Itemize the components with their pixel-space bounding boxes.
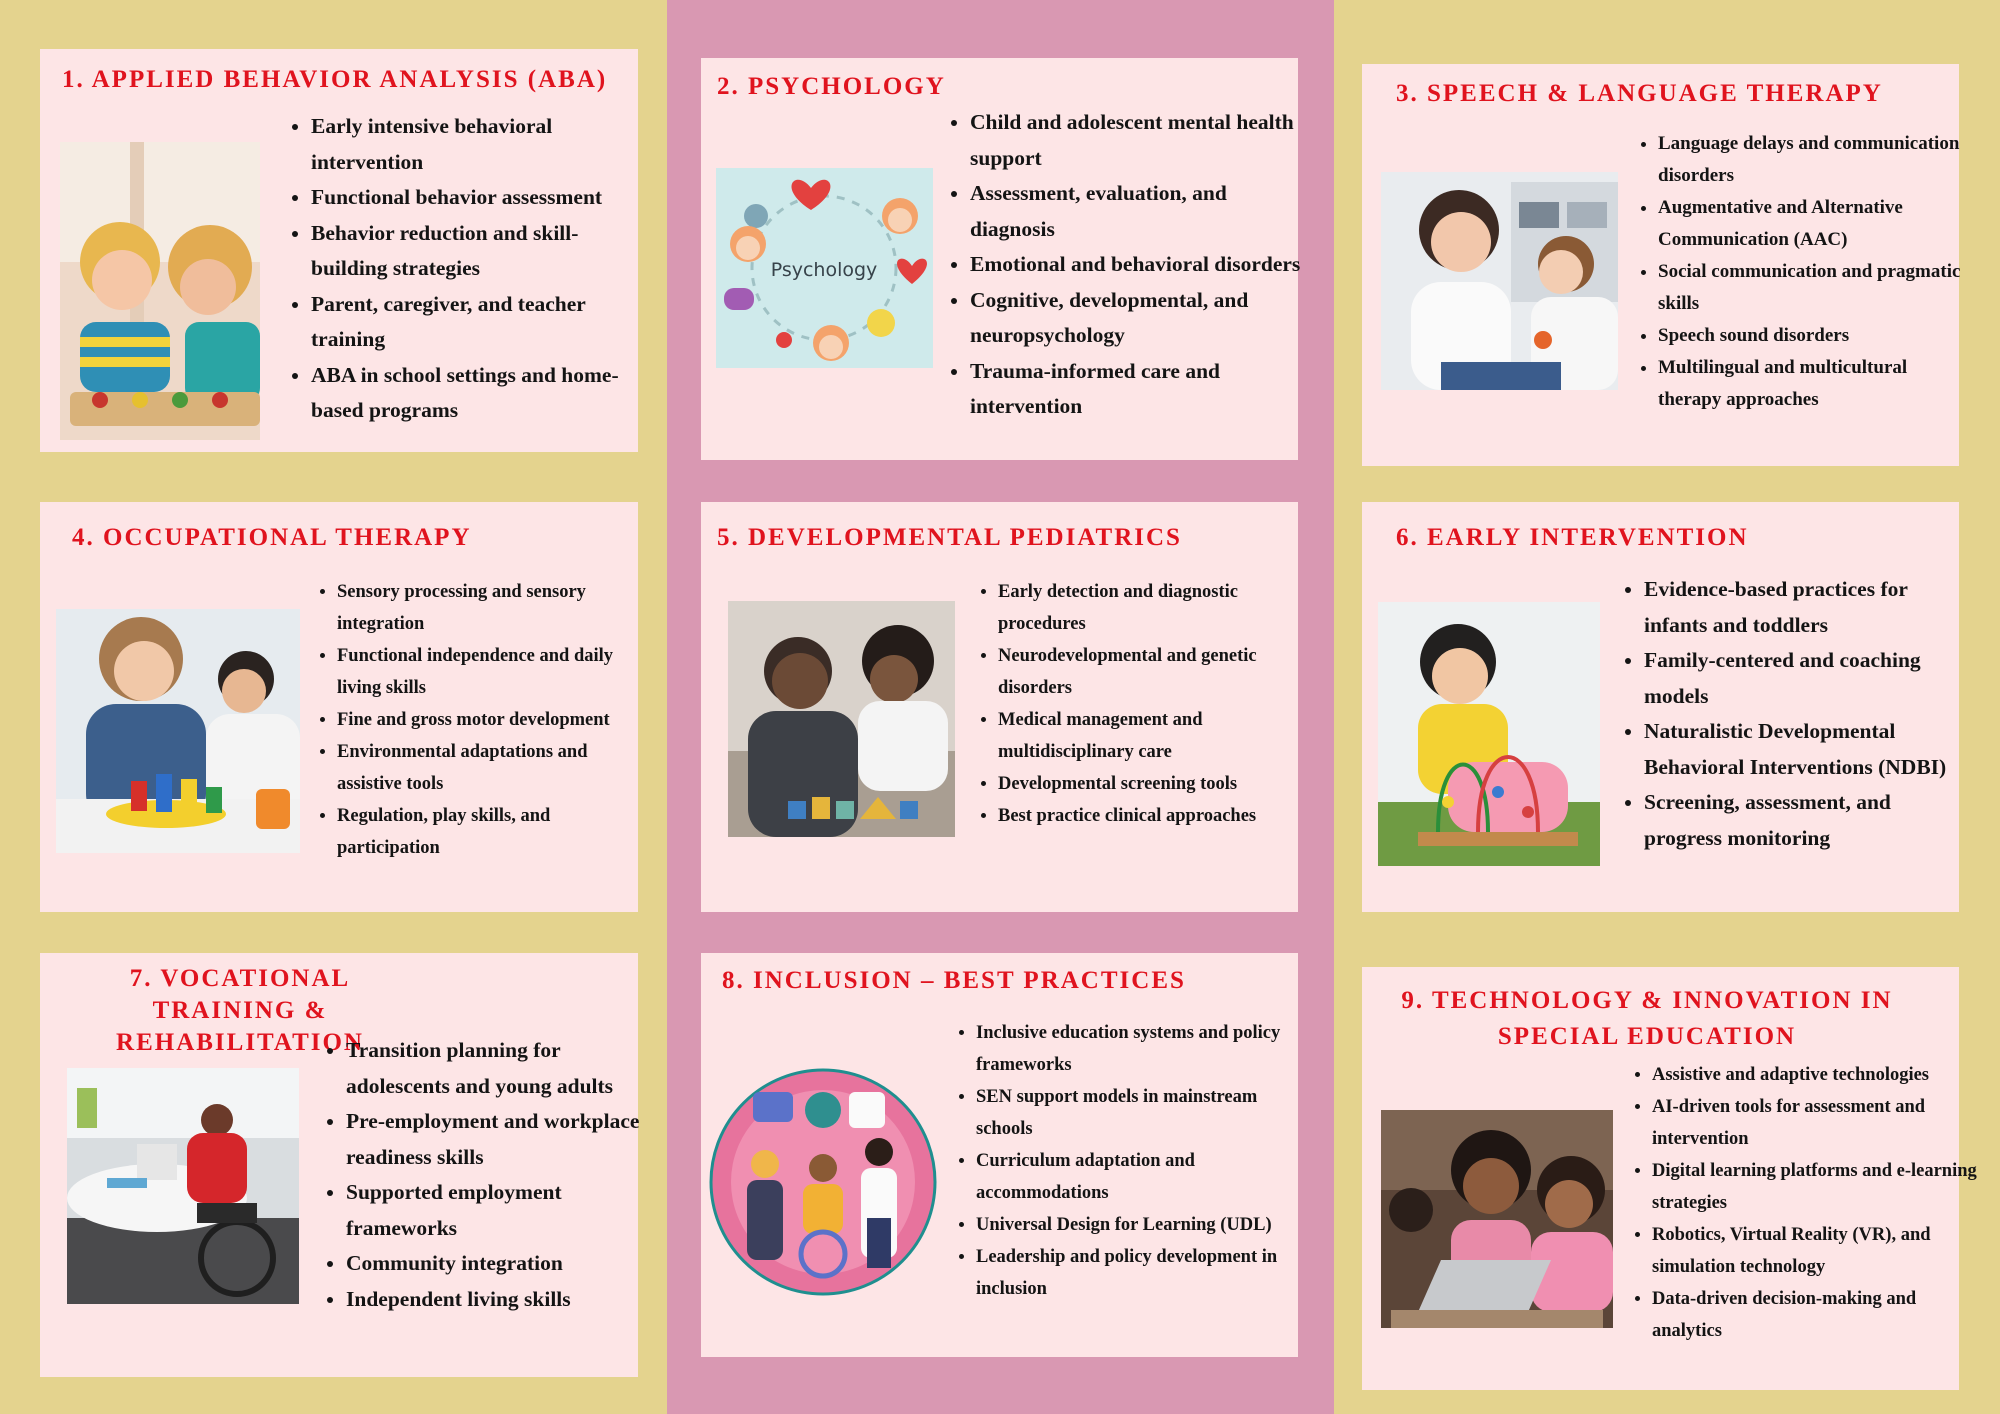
card-title: 2. PSYCHOLOGY — [717, 73, 946, 100]
list-item: • Family-centered and coaching models — [1644, 643, 1974, 714]
list-item: • Independent living skills — [346, 1282, 656, 1318]
topic-list — [309, 576, 653, 864]
topic-list — [942, 105, 1310, 425]
card-title: 4. OCCUPATIONAL THERAPY — [72, 524, 472, 551]
card-image — [60, 142, 260, 440]
card-image — [1381, 172, 1618, 390]
card-image — [709, 1068, 937, 1296]
list-item: • Functional behavior assessment — [311, 180, 651, 216]
list-item: • Assessment, evaluation, and diagnosis — [970, 176, 1310, 247]
list-item: • Supported employment frameworks — [346, 1175, 656, 1246]
list-item: • Transition planning for adolescents and young adults — [346, 1033, 656, 1104]
list-item: • Trauma-informed care and intervention — [970, 354, 1310, 425]
list-item: • Screening, assessment, and progress monitoring — [1644, 785, 1974, 856]
list-item: • Environmental adaptations and assistive tools — [337, 736, 653, 800]
list-item: • Multilingual and multicultural therapy approaches — [1658, 352, 1974, 416]
topic-list — [970, 576, 1316, 832]
list-item: • Language delays and communication disorders — [1658, 128, 1974, 192]
card-image — [56, 609, 300, 853]
card-early-intervention — [1362, 502, 1959, 912]
card-image — [716, 168, 933, 368]
list-item: • SEN support models in mainstream schools — [976, 1081, 1312, 1145]
list-item: • Sensory processing and sensory integration — [337, 576, 653, 640]
list-item: • Cognitive, developmental, and neuropsychology — [970, 283, 1310, 354]
list-item: • Universal Design for Learning (UDL) — [976, 1209, 1312, 1241]
topic-list — [1616, 572, 1974, 856]
list-item: • Regulation, play skills, and participation — [337, 800, 653, 864]
card-speech-language — [1362, 64, 1959, 466]
card-developmental-pediatrics — [701, 502, 1298, 912]
card-image — [67, 1068, 299, 1304]
card-title: 6. EARLY INTERVENTION — [1396, 524, 1749, 551]
card-vocational-training — [40, 953, 638, 1377]
list-item: • Functional independence and daily living skills — [337, 640, 653, 704]
list-item: • Community integration — [346, 1246, 656, 1282]
list-item: • Evidence-based practices for infants and toddlers — [1644, 572, 1974, 643]
card-image — [728, 601, 955, 837]
list-item: • Child and adolescent mental health support — [970, 105, 1310, 176]
list-item: • Developmental screening tools — [998, 768, 1316, 800]
topic-list — [283, 109, 651, 429]
list-item: • Data-driven decision-making and analytics — [1652, 1283, 1982, 1347]
list-item: • Early intensive behavioral intervention — [311, 109, 651, 180]
topic-list — [318, 1033, 656, 1317]
list-item: • Emotional and behavioral disorders — [970, 247, 1310, 283]
list-item: • Inclusive education systems and policy frameworks — [976, 1017, 1312, 1081]
card-title: 7. VOCATIONAL TRAINING & REHABILITATION — [116, 965, 364, 1056]
topic-list — [1630, 128, 1974, 416]
card-inclusion — [701, 953, 1298, 1357]
card-psychology — [701, 58, 1301, 460]
list-item: • Pre-employment and workplace readiness skills — [346, 1104, 656, 1175]
image-caption: Psychology — [770, 259, 878, 281]
card-aba — [40, 49, 638, 452]
list-item: • Augmentative and Alternative Communication (AAC) — [1658, 192, 1974, 256]
list-item: • Best practice clinical approaches — [998, 800, 1316, 832]
list-item: • Robotics, Virtual Reality (VR), and simulation technology — [1652, 1219, 1982, 1283]
card-occupational-therapy — [40, 502, 638, 912]
list-item: • Parent, caregiver, and teacher training — [311, 287, 651, 358]
card-title: 3. SPEECH & LANGUAGE THERAPY — [1396, 80, 1883, 107]
card-image — [1381, 1110, 1613, 1328]
card-title: 8. INCLUSION – BEST PRACTICES — [722, 967, 1186, 994]
list-item: • AI-driven tools for assessment and intervention — [1652, 1091, 1982, 1155]
topic-list — [948, 1017, 1312, 1305]
list-item: • Digital learning platforms and e-learning strategies — [1652, 1155, 1982, 1219]
list-item: • Naturalistic Developmental Behavioral Interventions (NDBI) — [1644, 714, 1974, 785]
card-technology-innovation — [1362, 967, 1977, 1390]
topic-list — [1624, 1059, 1982, 1347]
list-item: • Curriculum adaptation and accommodations — [976, 1145, 1312, 1209]
list-item: • Medical management and multidisciplinary care — [998, 704, 1316, 768]
list-item: • Neurodevelopmental and genetic disorders — [998, 640, 1316, 704]
list-item: • Leadership and policy development in inclusion — [976, 1241, 1312, 1305]
card-title: 9. TECHNOLOGY & INNOVATION IN SPECIAL EDUCATION — [1401, 987, 1893, 1050]
card-title: 5. DEVELOPMENTAL PEDIATRICS — [717, 524, 1182, 551]
list-item: • Speech sound disorders — [1658, 320, 1974, 352]
list-item: • Assistive and adaptive technologies — [1652, 1059, 1982, 1091]
card-image — [1378, 602, 1600, 866]
list-item: • Social communication and pragmatic skills — [1658, 256, 1974, 320]
card-title: 1. APPLIED BEHAVIOR ANALYSIS (ABA) — [62, 66, 608, 93]
list-item: • ABA in school settings and home-based programs — [311, 358, 651, 429]
list-item: • Fine and gross motor development — [337, 704, 653, 736]
list-item: • Early detection and diagnostic procedures — [998, 576, 1316, 640]
list-item: • Behavior reduction and skill-building strategies — [311, 216, 651, 287]
